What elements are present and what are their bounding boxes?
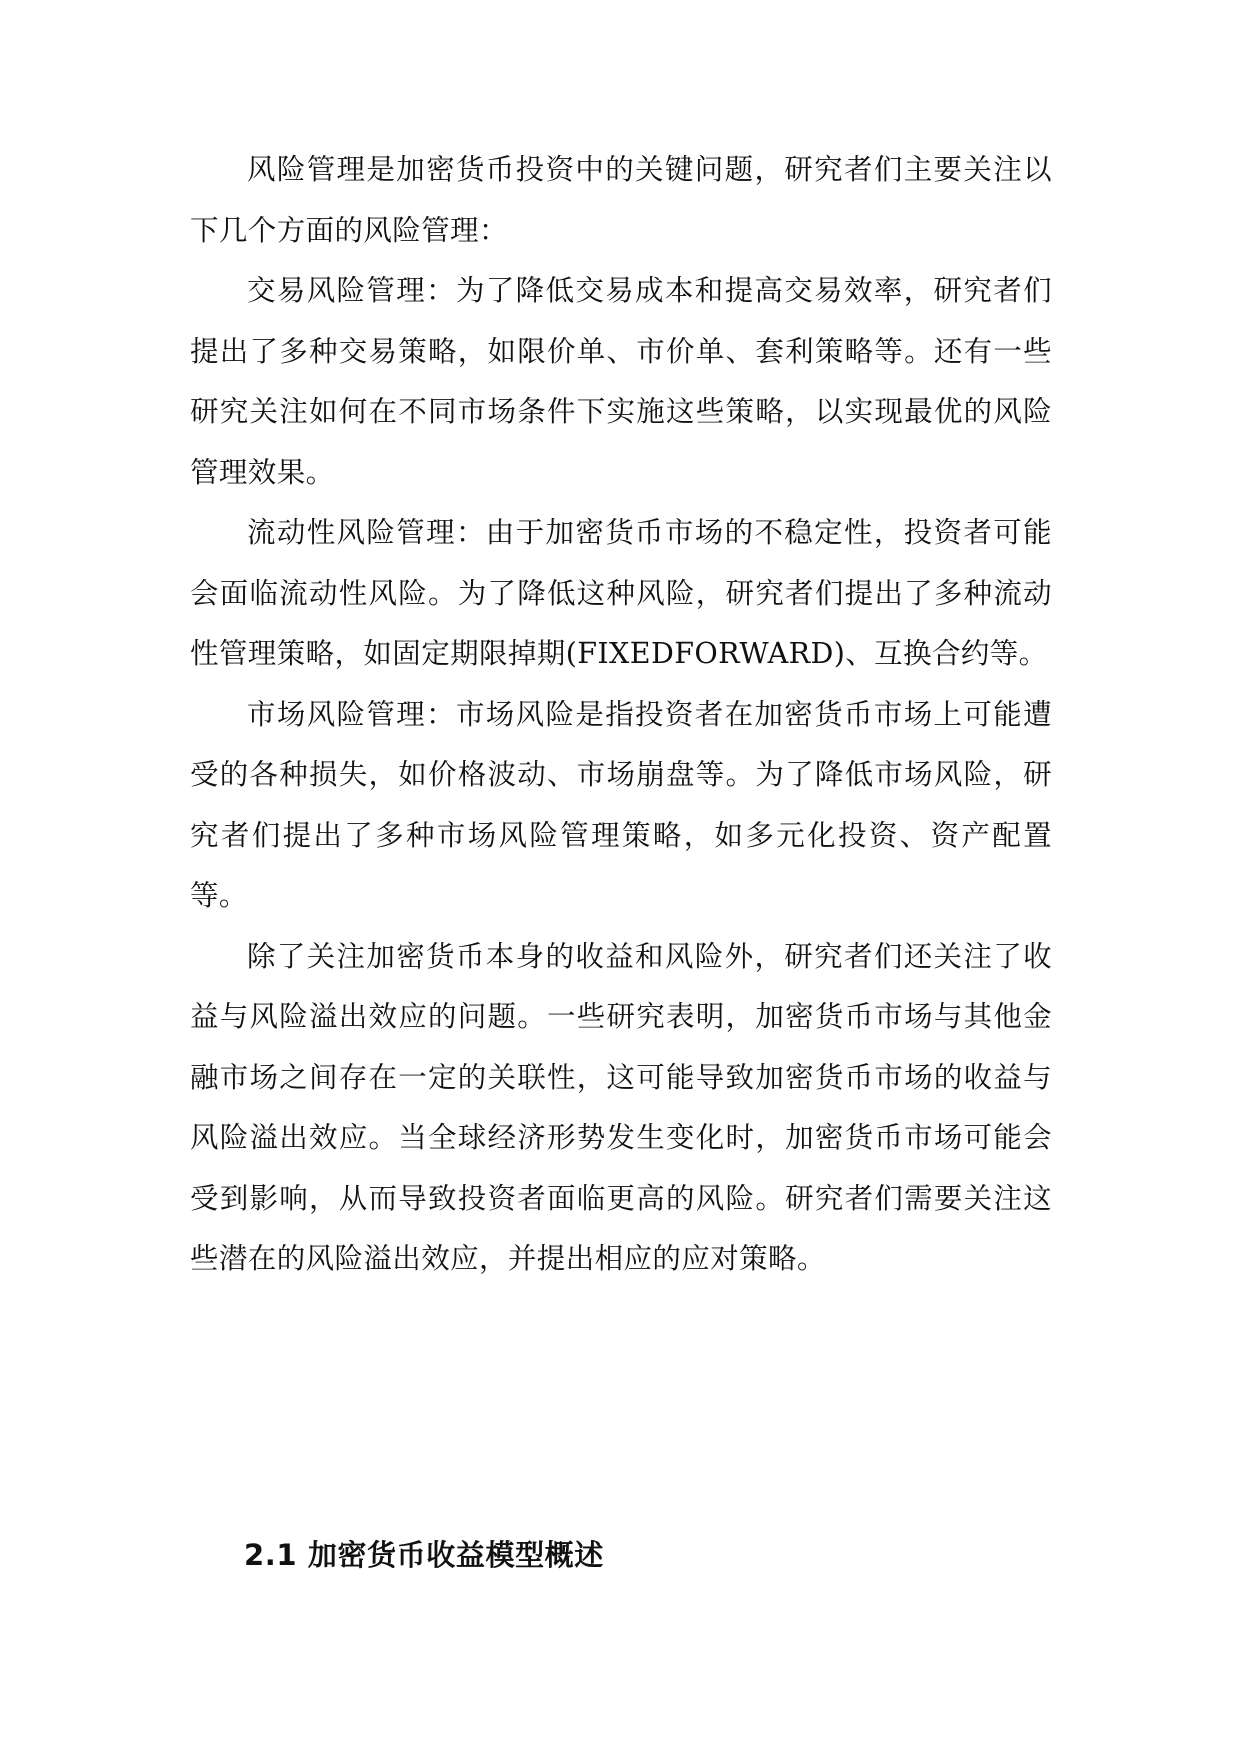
paragraph-market-risk: 市场风险管理：市场风险是指投资者在加密货币市场上可能遭受的各种损失，如价格波动、市场崩盘等。为了降低市场风险，研究者们提出了多种市场风险管理策略，如多元化投资、资产配置等。	[190, 697, 1052, 912]
section-heading: 2.1 加密货币收益模型概述	[244, 1538, 604, 1572]
document-body	[190, 140, 1052, 1290]
paragraph-risk-intro: 风险管理是加密货币投资中的关键问题，研究者们主要关注以下几个方面的风险管理：	[190, 153, 1052, 247]
paragraph-trading-risk: 交易风险管理：为了降低交易成本和提高交易效率，研究者们提出了多种交易策略，如限价单、市价单、套利策略等。还有一些研究关注如何在不同市场条件下实施这些策略，以实现最优的风险管理效果。	[190, 274, 1052, 489]
paragraph-liquidity-risk: 流动性风险管理：由于加密货币市场的不稳定性，投资者可能会面临流动性风险。为了降低这种风险，研究者们提出了多种流动性管理策略，如固定期限掉期(FIXEDFORWARD)、互换合约等。	[190, 516, 1052, 670]
paragraph-spillover: 除了关注加密货币本身的收益和风险外，研究者们还关注了收益与风险溢出效应的问题。一些研究表明，加密货币市场与其他金融市场之间存在一定的关联性，这可能导致加密货币市场的收益与风险溢出效应。当全球经济形势发生变化时，加密货币市场可能会受到影响，从而导致投资者面临更高的风险。研究者们需要关注这些潜在的风险溢出效应，并提出相应的应对策略。	[190, 939, 1052, 1275]
